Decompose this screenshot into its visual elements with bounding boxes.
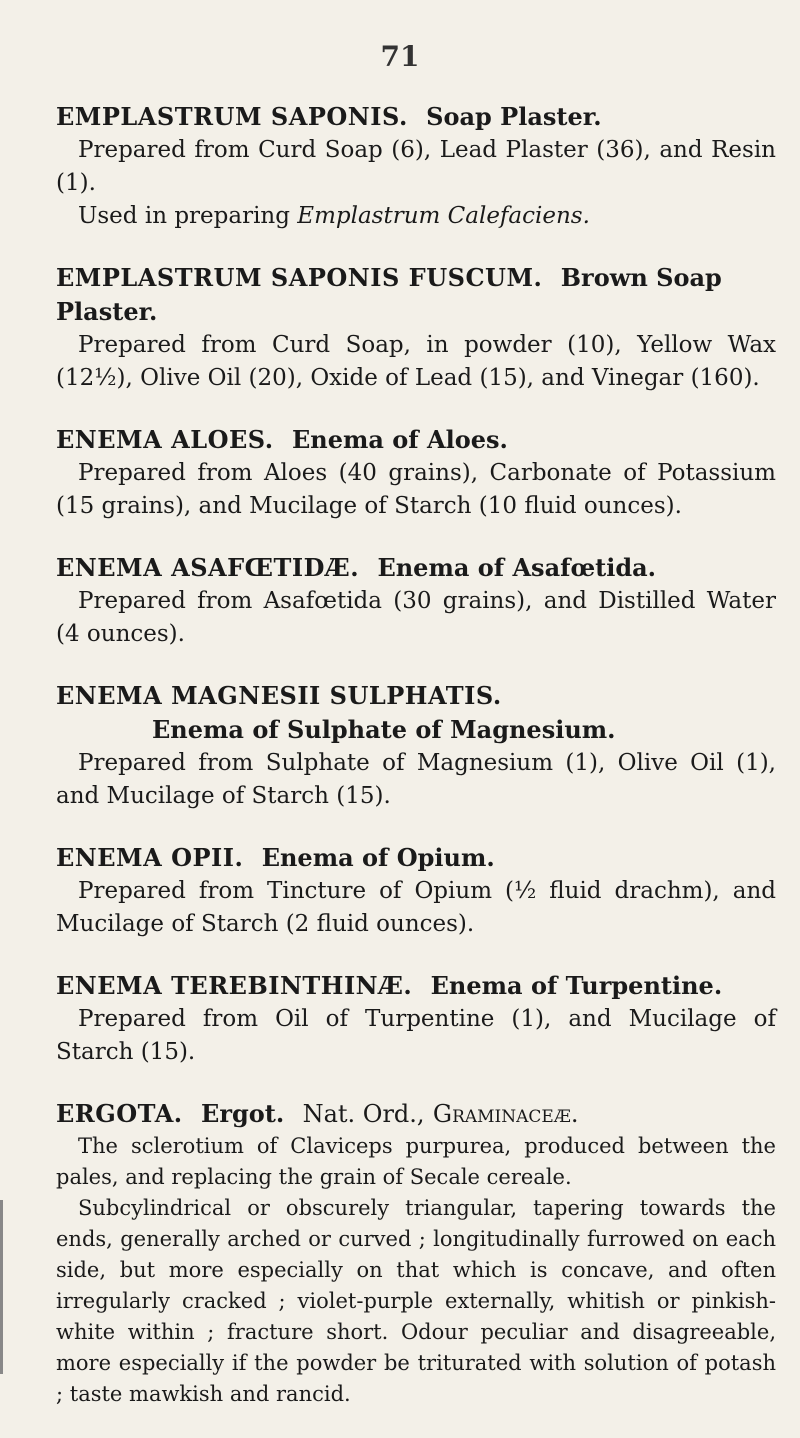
entry-heading: [56, 841, 776, 875]
entry-ergota: [56, 1097, 776, 1410]
page-number: 71: [380, 40, 420, 73]
page-content: [56, 100, 776, 1438]
preparation-text: Prepared from Curd Soap, in powder (10), Yellow Wax (12½), Olive Oil (20), Oxide of Lead (15), and Vinegar (160).: [56, 332, 776, 391]
english-name: Enema of Aloes.: [291, 425, 508, 454]
usage-text: [56, 200, 776, 233]
preparation-text: Prepared from Curd Soap (6), Lead Plaster (36), and Resin (1).: [56, 137, 776, 196]
preparation-text: Prepared from Sulphate of Magnesium (1), Olive Oil (1), and Mucilage of Starch (15).: [56, 750, 776, 809]
page-edge-shadow: [0, 1200, 3, 1374]
entry-heading: [56, 100, 776, 134]
entry-emplastrum-saponis-fuscum: [56, 261, 776, 395]
entry-heading: [56, 969, 776, 1003]
english-name: Enema of Sulphate of Magnesium.: [152, 715, 616, 744]
entry-enema-aloes: [56, 423, 776, 523]
entry-heading: [56, 1097, 776, 1131]
entry-enema-terebinthinae: [56, 969, 776, 1069]
entry-heading: [56, 261, 776, 329]
entry-heading: [56, 551, 776, 585]
preparation-text: Prepared from Tincture of Opium (½ fluid drachm), and Mucilage of Starch (2 fluid ounces).: [56, 878, 776, 937]
entry-emplastrum-saponis: [56, 100, 776, 233]
preparation-text: Prepared from Asafœtida (30 grains), and Distilled Water (4 ounces).: [56, 588, 776, 647]
latin-name: ENEMA ASAFŒTIDÆ.: [56, 553, 360, 582]
usage-reference: Emplastrum Calefaciens.: [297, 203, 590, 229]
entry-enema-magnesii-sulphatis: [56, 679, 776, 813]
english-name: Enema of Asafœtida.: [377, 553, 657, 582]
english-name: Soap Plaster.: [426, 102, 602, 131]
latin-name: EMPLASTRUM SAPONIS.: [56, 102, 408, 131]
latin-name: ERGOTA.: [56, 1099, 183, 1128]
usage-lead: Used in preparing: [78, 203, 298, 229]
entry-enema-opii: [56, 841, 776, 941]
latin-name: ENEMA TEREBINTHINÆ.: [56, 971, 413, 1000]
english-name: Ergot.: [201, 1099, 285, 1128]
latin-name: EMPLASTRUM SAPONIS FUSCUM.: [56, 263, 543, 292]
latin-name: ENEMA ALOES.: [56, 425, 274, 454]
latin-name: ENEMA OPII.: [56, 843, 244, 872]
preparation-text: Prepared from Aloes (40 grains), Carbonate of Potassium (15 grains), and Mucilage of Starch (10 fluid ounces).: [56, 460, 776, 519]
english-name: Enema of Opium.: [261, 843, 495, 872]
description-text: The sclerotium of Claviceps purpurea, produced between the pales, and replacing the grain of Secale cereale.: [56, 1134, 776, 1189]
entry-heading: [56, 679, 776, 747]
entry-enema-asafoetidae: [56, 551, 776, 651]
natural-order-prefix: Nat. Ord.,: [302, 1100, 425, 1128]
natural-order: Graminaceæ.: [432, 1100, 579, 1128]
english-name: Enema of Turpentine.: [430, 971, 723, 1000]
latin-name: ENEMA MAGNESII SULPHATIS.: [56, 681, 502, 710]
characters-text: Subcylindrical or obscurely triangular, tapering towards the ends, generally arched or curved ; longitudinally furrowed on each side, but more especially on that which is concave, and often irregularly cracked ; violet-purple externally, whitish or pinkish-white within ; fracture short. Odour peculiar and disagreeable, more especially if the powder be triturated with solution of potash ; taste mawkish and rancid.: [56, 1196, 776, 1406]
entry-heading: [56, 423, 776, 457]
preparation-text: Prepared from Oil of Turpentine (1), and Mucilage of Starch (15).: [56, 1006, 776, 1065]
english-name: Brown Soap Plaster.: [56, 263, 722, 326]
